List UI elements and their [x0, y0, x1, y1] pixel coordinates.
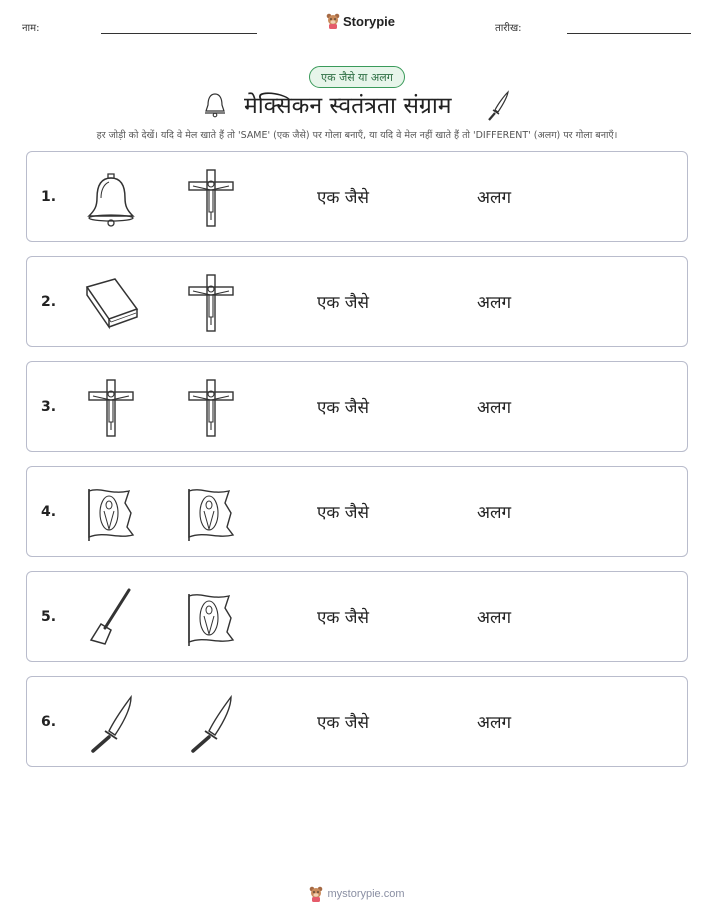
name-line[interactable]: [101, 33, 257, 34]
question-number: 4.: [41, 503, 57, 520]
guadalupe-banner-icon: [81, 483, 141, 543]
bear-mascot-icon: [326, 13, 340, 29]
crucifix-icon: [81, 378, 141, 438]
option-same[interactable]: एक जैसे: [317, 293, 369, 313]
question-number: 6.: [41, 713, 57, 730]
option-different[interactable]: अलग: [477, 188, 512, 208]
book-icon: [81, 273, 141, 333]
option-same[interactable]: एक जैसे: [317, 503, 369, 523]
bear-mascot-icon: [309, 886, 323, 902]
crucifix-icon: [181, 168, 241, 228]
logo-text: Storypie: [343, 13, 396, 29]
page-title: मेक्सिकन स्वतंत्रता संग्राम: [244, 93, 452, 119]
name-label: नाम:: [22, 23, 40, 34]
bell-icon: [81, 168, 141, 228]
question-number: 1.: [41, 188, 57, 205]
crucifix-icon: [181, 378, 241, 438]
guadalupe-banner-icon: [181, 483, 241, 543]
instructions: हर जोड़ी को देखें। यदि वे मेल खाते हैं तो 'SAME' (एक जैसे) पर गोला बनाएँ, या यदि वे मेल नहीं खाते हैं तो 'DIFFERENT' (अलग) पर गोला बनाएँ।: [96, 130, 618, 141]
option-different[interactable]: अलग: [477, 398, 512, 418]
date-line[interactable]: [567, 33, 691, 34]
question-number: 5.: [41, 608, 57, 625]
option-same[interactable]: एक जैसे: [317, 713, 369, 733]
question-row-1: [26, 151, 688, 242]
question-row-4: [26, 466, 688, 557]
option-different[interactable]: अलग: [477, 293, 512, 313]
shovel-icon: [81, 588, 141, 648]
guadalupe-banner-icon: [181, 588, 241, 648]
option-same[interactable]: एक जैसे: [317, 188, 369, 208]
option-different[interactable]: अलग: [477, 503, 512, 523]
question-row-3: [26, 361, 688, 452]
machete-icon: [181, 693, 241, 753]
option-same[interactable]: एक जैसे: [317, 398, 369, 418]
machete-icon: [81, 693, 141, 753]
worksheet-type-badge: एक जैसे या अलग: [309, 66, 405, 88]
question-row-2: [26, 256, 688, 347]
footer: [0, 886, 714, 902]
machete-icon: [484, 90, 512, 122]
storypie-logo: [326, 13, 395, 29]
footer-site-link[interactable]: mystorypie.com: [327, 888, 405, 900]
date-label: तारीख:: [495, 23, 522, 34]
option-different[interactable]: अलग: [477, 713, 512, 733]
option-different[interactable]: अलग: [477, 608, 512, 628]
crucifix-icon: [181, 273, 241, 333]
bell-icon: [202, 91, 228, 119]
question-row-5: [26, 571, 688, 662]
option-same[interactable]: एक जैसे: [317, 608, 369, 628]
question-number: 2.: [41, 293, 57, 310]
question-number: 3.: [41, 398, 57, 415]
question-row-6: [26, 676, 688, 767]
